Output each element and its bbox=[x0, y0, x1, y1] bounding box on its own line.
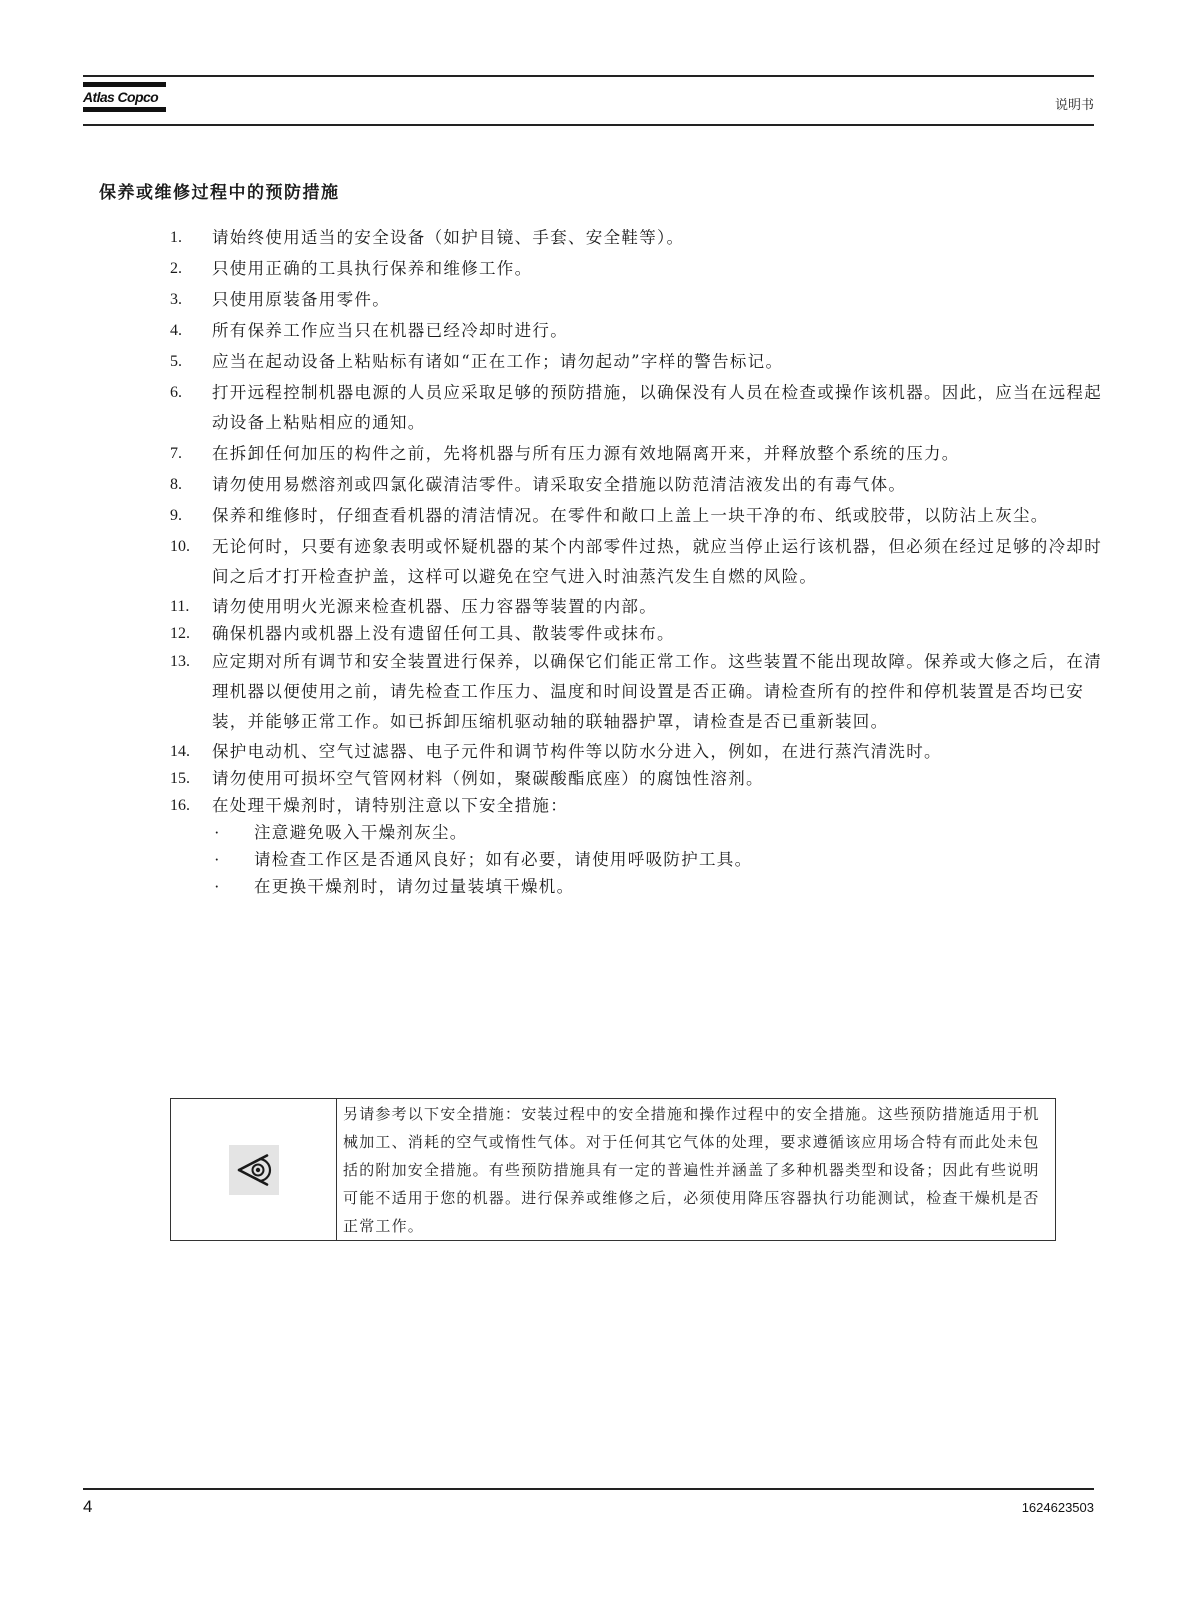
item-number: 9. bbox=[170, 507, 182, 524]
list-item bbox=[170, 470, 1105, 500]
sub-bullet-text: 在更换干燥剂时，请勿过量装填干燥机。 bbox=[254, 877, 575, 896]
item-number: 16. bbox=[170, 797, 190, 814]
document-number: 1624623503 bbox=[1021, 1500, 1094, 1515]
item-number: 4. bbox=[170, 322, 182, 339]
item-number: 12. bbox=[170, 625, 190, 642]
sub-bullet-item bbox=[212, 846, 1105, 873]
item-text: 无论何时，只要有迹象表明或怀疑机器的某个内部零件过热，就应当停止运行该机器，但必须在经过足够的冷却时间之后才打开检查护盖，这样可以避免在空气进入时油蒸汽发生自燃的风险。 bbox=[212, 537, 1102, 586]
sub-bullet-item bbox=[212, 819, 1105, 846]
item-text: 请勿使用明火光源来检查机器、压力容器等装置的内部。 bbox=[212, 597, 657, 616]
logo-bar-bottom bbox=[83, 107, 166, 112]
bullet-dot: · bbox=[214, 850, 221, 869]
item-number: 1. bbox=[170, 229, 182, 246]
item-text-intro: 在处理干燥剂时，请特别注意以下安全措施： bbox=[212, 796, 568, 815]
item-text: 打开远程控制机器电源的人员应采取足够的预防措施，以确保没有人员在检查或操作该机器。因此，应当在远程起动设备上粘贴相应的通知。 bbox=[212, 383, 1102, 432]
list-item bbox=[170, 285, 1105, 315]
list-item bbox=[170, 347, 1105, 377]
sub-bullet-text: 注意避免吸入干燥剂灰尘。 bbox=[254, 823, 468, 842]
list-item bbox=[170, 647, 1105, 737]
list-item bbox=[170, 223, 1105, 253]
item-text: 只使用正确的工具执行保养和维修工作。 bbox=[212, 259, 533, 278]
item-text: 请始终使用适当的安全设备（如护目镜、手套、安全鞋等）。 bbox=[212, 228, 685, 247]
list-item bbox=[170, 254, 1105, 284]
document-type: 说明书 bbox=[1054, 98, 1094, 113]
item-text: 只使用原装备用零件。 bbox=[212, 290, 390, 309]
footer-rule bbox=[83, 1488, 1094, 1490]
bullet-dot: · bbox=[214, 823, 221, 842]
item-number: 10. bbox=[170, 538, 190, 555]
list-item bbox=[170, 620, 1105, 647]
item-number: 5. bbox=[170, 353, 182, 370]
sub-bullet-item bbox=[212, 873, 1105, 900]
item-text: 在拆卸任何加压的构件之前，先将机器与所有压力源有效地隔离开来，并释放整个系统的压力。 bbox=[212, 444, 960, 463]
precaution-list bbox=[170, 223, 1105, 900]
header-bottom-rule bbox=[83, 124, 1094, 126]
item-text: 保养和维修时，仔细查看机器的清洁情况。在零件和敞口上盖上一块干净的布、纸或胶带，以防沾上灰尘。 bbox=[212, 506, 1049, 525]
item-number: 8. bbox=[170, 476, 182, 493]
list-item bbox=[170, 378, 1105, 438]
list-item bbox=[170, 316, 1105, 346]
list-item bbox=[170, 792, 1105, 900]
sub-bullet-list bbox=[212, 819, 1105, 900]
list-item bbox=[170, 501, 1105, 531]
item-number: 13. bbox=[170, 653, 190, 670]
item-text: 保护电动机、空气过滤器、电子元件和调节构件等以防水分进入，例如，在进行蒸汽清洗时。 bbox=[212, 742, 942, 761]
brand-logo bbox=[83, 82, 166, 112]
item-text: 应定期对所有调节和安全装置进行保养，以确保它们能正常工作。这些装置不能出现故障。保养或大修之后，在清理机器以便使用之前，请先检查工作压力、温度和时间设置是否正确。请检查所有的控件和停机装置是否均已安装，并能够正常工作。如已拆卸压缩机驱动轴的联轴器护罩，请检查是否已重新装回。 bbox=[212, 652, 1102, 731]
item-number: 6. bbox=[170, 384, 182, 401]
item-number: 3. bbox=[170, 291, 182, 308]
header-top-rule bbox=[83, 75, 1094, 77]
list-item bbox=[170, 439, 1105, 469]
eye-icon bbox=[229, 1145, 279, 1195]
list-item bbox=[170, 593, 1105, 620]
list-item bbox=[170, 738, 1105, 765]
bullet-dot: · bbox=[214, 877, 221, 896]
item-number: 7. bbox=[170, 445, 182, 462]
note-text: 另请参考以下安全措施：安装过程中的安全措施和操作过程中的安全措施。这些预防措施适用于机械加工、消耗的空气或惰性气体。对于任何其它气体的处理，要求遵循该应用场合特有而此处未包括的附加安全措施。有些预防措施具有一定的普遍性并涵盖了多种机器类型和设备；因此有些说明可能不适用于您的机器。进行保养或维修之后，必须使用降压容器执行功能测试，检查干燥机是否正常工作。 bbox=[343, 1105, 1040, 1235]
note-box bbox=[170, 1098, 1056, 1241]
item-text: 请勿使用可损坏空气管网材料（例如，聚碳酸酯底座）的腐蚀性溶剂。 bbox=[212, 769, 764, 788]
list-item bbox=[170, 532, 1105, 592]
item-number: 11. bbox=[170, 598, 190, 615]
item-text: 应当在起动设备上粘贴标有诸如“正在工作；请勿起动”字样的警告标记。 bbox=[212, 352, 784, 371]
note-icon-cell bbox=[171, 1099, 337, 1240]
list-item bbox=[170, 765, 1105, 792]
item-number: 15. bbox=[170, 770, 190, 787]
item-text: 确保机器内或机器上没有遗留任何工具、散装零件或抹布。 bbox=[212, 624, 675, 643]
page-number: 4 bbox=[83, 1497, 93, 1516]
item-number: 2. bbox=[170, 260, 182, 277]
item-text: 请勿使用易燃溶剂或四氯化碳清洁零件。请采取安全措施以防范清洁液发出的有毒气体。 bbox=[212, 475, 907, 494]
section-title: 保养或维修过程中的预防措施 bbox=[99, 183, 340, 203]
item-text: 所有保养工作应当只在机器已经冷却时进行。 bbox=[212, 321, 568, 340]
sub-bullet-text: 请检查工作区是否通风良好；如有必要，请使用呼吸防护工具。 bbox=[254, 850, 753, 869]
item-number: 14. bbox=[170, 743, 190, 760]
brand-logo-text: Atlas Copco bbox=[83, 89, 159, 105]
item-text bbox=[212, 792, 1105, 900]
